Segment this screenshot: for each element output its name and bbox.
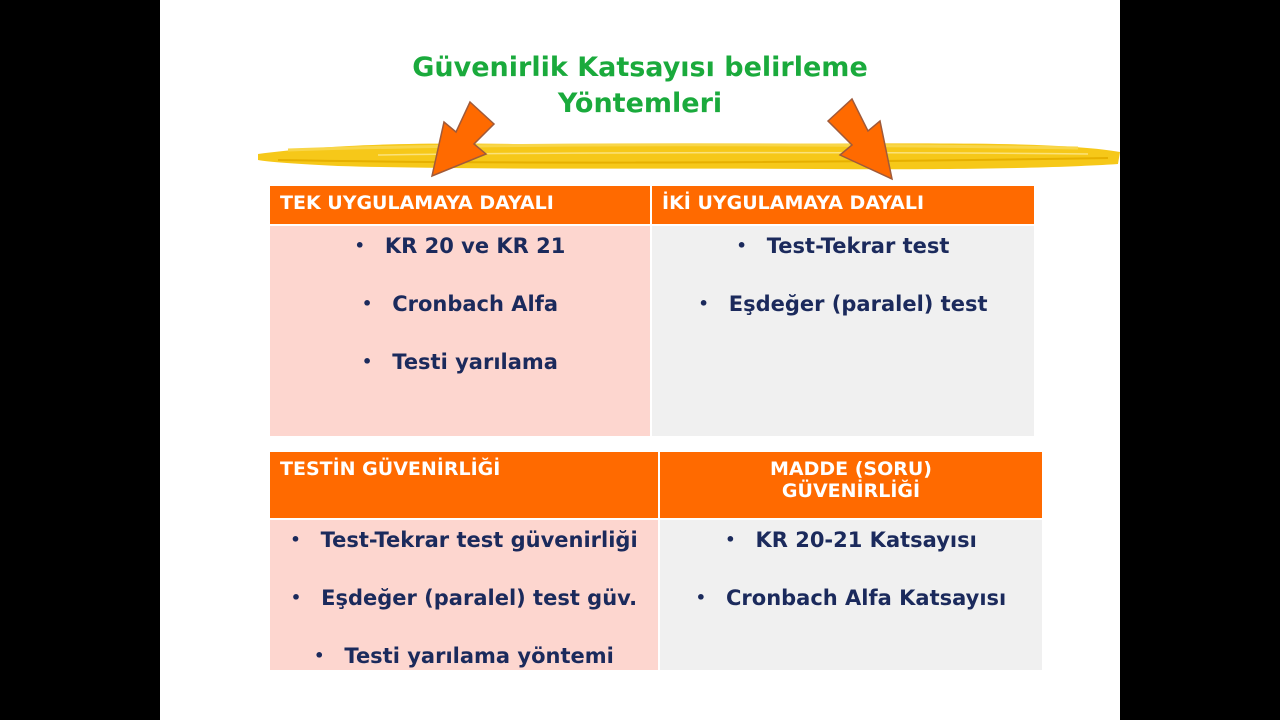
table-application-types bbox=[268, 184, 1036, 438]
arrow-down-left-icon bbox=[422, 98, 502, 182]
cell-two-application-methods bbox=[651, 225, 1035, 437]
list-item: • Eşdeğer (paralel) test güv. bbox=[290, 586, 638, 610]
slide-title bbox=[160, 50, 1120, 122]
title-line-2: Yöntemleri bbox=[557, 88, 723, 119]
list-item: • Testi yarılama bbox=[362, 350, 558, 374]
cell-item-reliability-methods bbox=[659, 519, 1043, 671]
slide bbox=[160, 0, 1120, 720]
list-item: • Test-Tekrar test güvenirliği bbox=[290, 528, 638, 552]
list-item: • Test-Tekrar test bbox=[736, 234, 950, 258]
header-single-application: TEK UYGULAMAYA DAYALI bbox=[269, 185, 651, 225]
arrow-down-right-icon bbox=[822, 95, 902, 185]
highlighter-stroke bbox=[258, 130, 1120, 180]
list-item: • KR 20 ve KR 21 bbox=[354, 234, 566, 258]
header-two-applications: İKİ UYGULAMAYA DAYALI bbox=[651, 185, 1035, 225]
list-item: • Eşdeğer (paralel) test bbox=[698, 292, 988, 316]
header-test-reliability: TESTİN GÜVENİRLİĞİ bbox=[269, 451, 659, 519]
list-item: • Testi yarılama yöntemi bbox=[314, 644, 614, 668]
list-item: • Cronbach Alfa Katsayısı bbox=[695, 586, 1007, 610]
list-item: • KR 20-21 Katsayısı bbox=[725, 528, 977, 552]
table-reliability-types bbox=[268, 450, 1044, 672]
title-line-1: Güvenirlik Katsayısı belirleme bbox=[412, 52, 868, 83]
cell-single-application-methods bbox=[269, 225, 651, 437]
list-item: • Cronbach Alfa bbox=[361, 292, 559, 316]
cell-test-reliability-methods bbox=[269, 519, 659, 671]
header-item-reliability: MADDE (SORU) GÜVENİRLİĞİ bbox=[659, 451, 1043, 519]
